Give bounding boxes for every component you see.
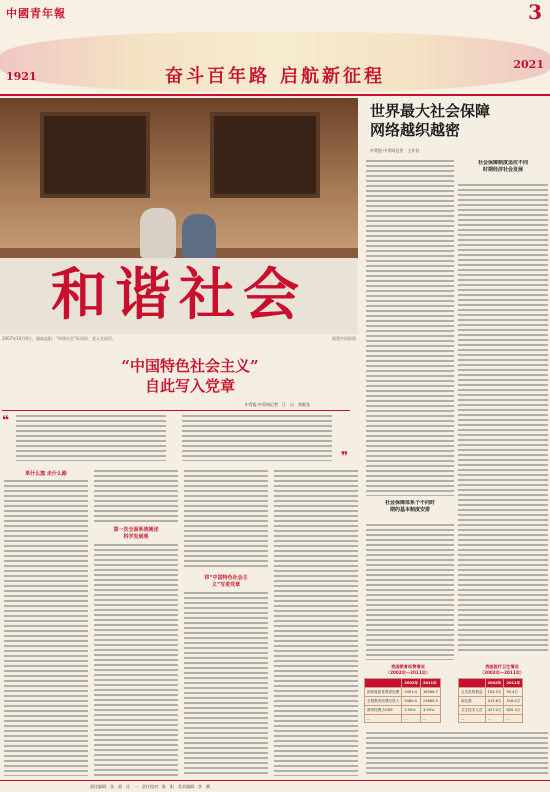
section-heading-2: [94, 526, 178, 540]
table-cell: 2.90%: [402, 706, 421, 715]
banner: [0, 22, 550, 92]
section2-line2: 科学发展观: [123, 534, 149, 540]
subhead1-line2: 时期经济社会发展: [482, 167, 523, 173]
right-subhead1-box: [458, 160, 548, 180]
table-cell: ...: [420, 715, 440, 723]
table-cell: 516.0万: [504, 697, 523, 706]
right-article-col1: [366, 160, 454, 496]
intro-text-left: [16, 415, 166, 461]
year-right: 2021: [513, 58, 544, 71]
quote-open-mark: ❝: [2, 413, 10, 427]
table-cell: 427.0万: [485, 706, 504, 715]
photo-caption-text: 2007年10月9日，湖南益阳，“和谐社会”标语前，老人在说话。: [2, 336, 116, 341]
photo-caption: [2, 336, 356, 342]
quote-close-mark: ❞: [340, 449, 348, 463]
table-cell: 3.93%: [420, 706, 440, 715]
table-cell: 国家财政性教育经费: [365, 688, 402, 697]
year-left: 1921: [6, 70, 37, 83]
right-subhead2: [366, 500, 454, 514]
health-table: [458, 664, 546, 723]
main-col4: [274, 470, 358, 776]
banner-slogan: [0, 62, 550, 88]
right-subhead2-box: [366, 500, 454, 520]
table-cell: 3491.4: [402, 688, 421, 697]
main-article-byline: 中青报·中青网记者 江 山 焦敏龙: [244, 402, 310, 407]
photo-window-left: [40, 112, 150, 198]
photo-person-right: [182, 214, 216, 262]
section3-line1: 将“中国特色社会主: [204, 575, 248, 581]
right-article-bottom: [366, 732, 548, 776]
health-title-line2: （2002年—2011年）: [479, 670, 525, 675]
table-cell: 全国教育经费总投入: [365, 697, 402, 706]
photo-person-left: [140, 208, 176, 258]
intro-quote-box: [2, 410, 350, 464]
education-table: [364, 664, 452, 723]
table-cell: 床位数: [459, 697, 486, 706]
photo-credit: 视觉中国供图: [332, 336, 356, 341]
text-lines: [366, 732, 548, 776]
page-number: 3: [528, 0, 542, 24]
health-table-grid: [458, 678, 523, 723]
photo-sign-text: 和谐社会: [51, 263, 307, 328]
table-cell: ...: [365, 715, 402, 723]
table-cell: ...: [504, 715, 523, 723]
text-lines: [94, 470, 178, 522]
table-header-cell: [365, 679, 402, 688]
table-header-cell: 2011年: [420, 679, 440, 688]
table-cell: ...: [459, 715, 486, 723]
masthead: [0, 0, 550, 96]
main-col2-bottom: [94, 544, 178, 776]
text-lines: [4, 480, 88, 776]
text-lines: [274, 470, 358, 776]
table-cell: 100.5万: [485, 688, 504, 697]
table-header-cell: [459, 679, 486, 688]
newspaper-logo: 中國青年報: [6, 7, 66, 20]
table-cell: 313.6万: [485, 697, 504, 706]
statistics-tables: [364, 664, 548, 728]
main-col3-bottom: [184, 592, 268, 776]
text-lines: [94, 544, 178, 776]
main-title-line2: 自此写入党章: [144, 377, 235, 395]
table-header-cell: 2011年: [504, 679, 523, 688]
right-title-line1: 世界最大社会保障: [370, 102, 491, 120]
section2-line1: 第一次全面系统阐述: [113, 527, 159, 533]
text-lines: [182, 415, 332, 461]
main-col1: [4, 480, 88, 776]
table-cell: 教育经费占GDP: [365, 706, 402, 715]
main-col2-top: [94, 470, 178, 522]
text-lines: [16, 415, 166, 461]
section3-line2: 义”写进党章: [211, 582, 241, 588]
table-cell: 95.4万: [504, 688, 523, 697]
right-title-line2: 网络越织越密: [370, 121, 461, 139]
table-header-cell: 2002年: [402, 679, 421, 688]
main-title-line1: “中国特色社会主义”: [121, 357, 259, 375]
table-cell: 620.3万: [504, 706, 523, 715]
education-table-title: [364, 664, 452, 676]
main-article-headline: [40, 356, 340, 408]
table-cell: ...: [485, 715, 504, 723]
table-cell: ...: [402, 715, 421, 723]
table-header-cell: 2002年: [485, 679, 504, 688]
education-title-line1: 我国教育经费情况: [391, 664, 425, 669]
subhead2-line1: 社会保障体系个不同时: [384, 500, 435, 506]
health-table-title: [458, 664, 546, 676]
right-article-byline: 中青报·中青网记者 王亦君: [370, 148, 420, 153]
education-title-line2: （2002年—2011年）: [385, 670, 431, 675]
table-cell: 卫生技术人员: [459, 706, 486, 715]
education-table-grid: [364, 678, 441, 723]
right-article-col2: [458, 184, 548, 654]
slogan-left: 奋斗百年路: [165, 66, 270, 87]
slogan-right: 启航新征程: [280, 66, 385, 87]
section-heading-1: 单什么旗 走什么路: [25, 471, 67, 477]
table-cell: 5480.0: [402, 697, 421, 706]
section-heading-3: [184, 574, 268, 588]
health-title-line1: 我国医疗卫生情况: [485, 664, 519, 669]
intro-text-right: [182, 415, 332, 461]
right-article-col3: [366, 524, 454, 660]
text-lines: [184, 592, 268, 776]
right-article-title: [364, 102, 548, 140]
right-subhead1: [458, 160, 548, 174]
page-footer: 责任编辑：张 茵 任 一 责任校对：陈 阳 美术编辑：李 腾: [0, 780, 550, 792]
photo-window-right: [210, 112, 320, 198]
text-lines: [458, 184, 548, 654]
text-lines: [366, 160, 454, 496]
table-cell: 18586.7: [420, 688, 440, 697]
table-cell: 卫生机构数量: [459, 688, 486, 697]
table-cell: 23869.3: [420, 697, 440, 706]
news-photo: [0, 98, 358, 334]
main-col3-top: [184, 470, 268, 570]
text-lines: [366, 524, 454, 660]
text-lines: [184, 470, 268, 570]
subhead2-line2: 期的基本制度安排: [389, 507, 430, 513]
subhead1-line1: 社会保障制度适应不同: [477, 160, 528, 166]
